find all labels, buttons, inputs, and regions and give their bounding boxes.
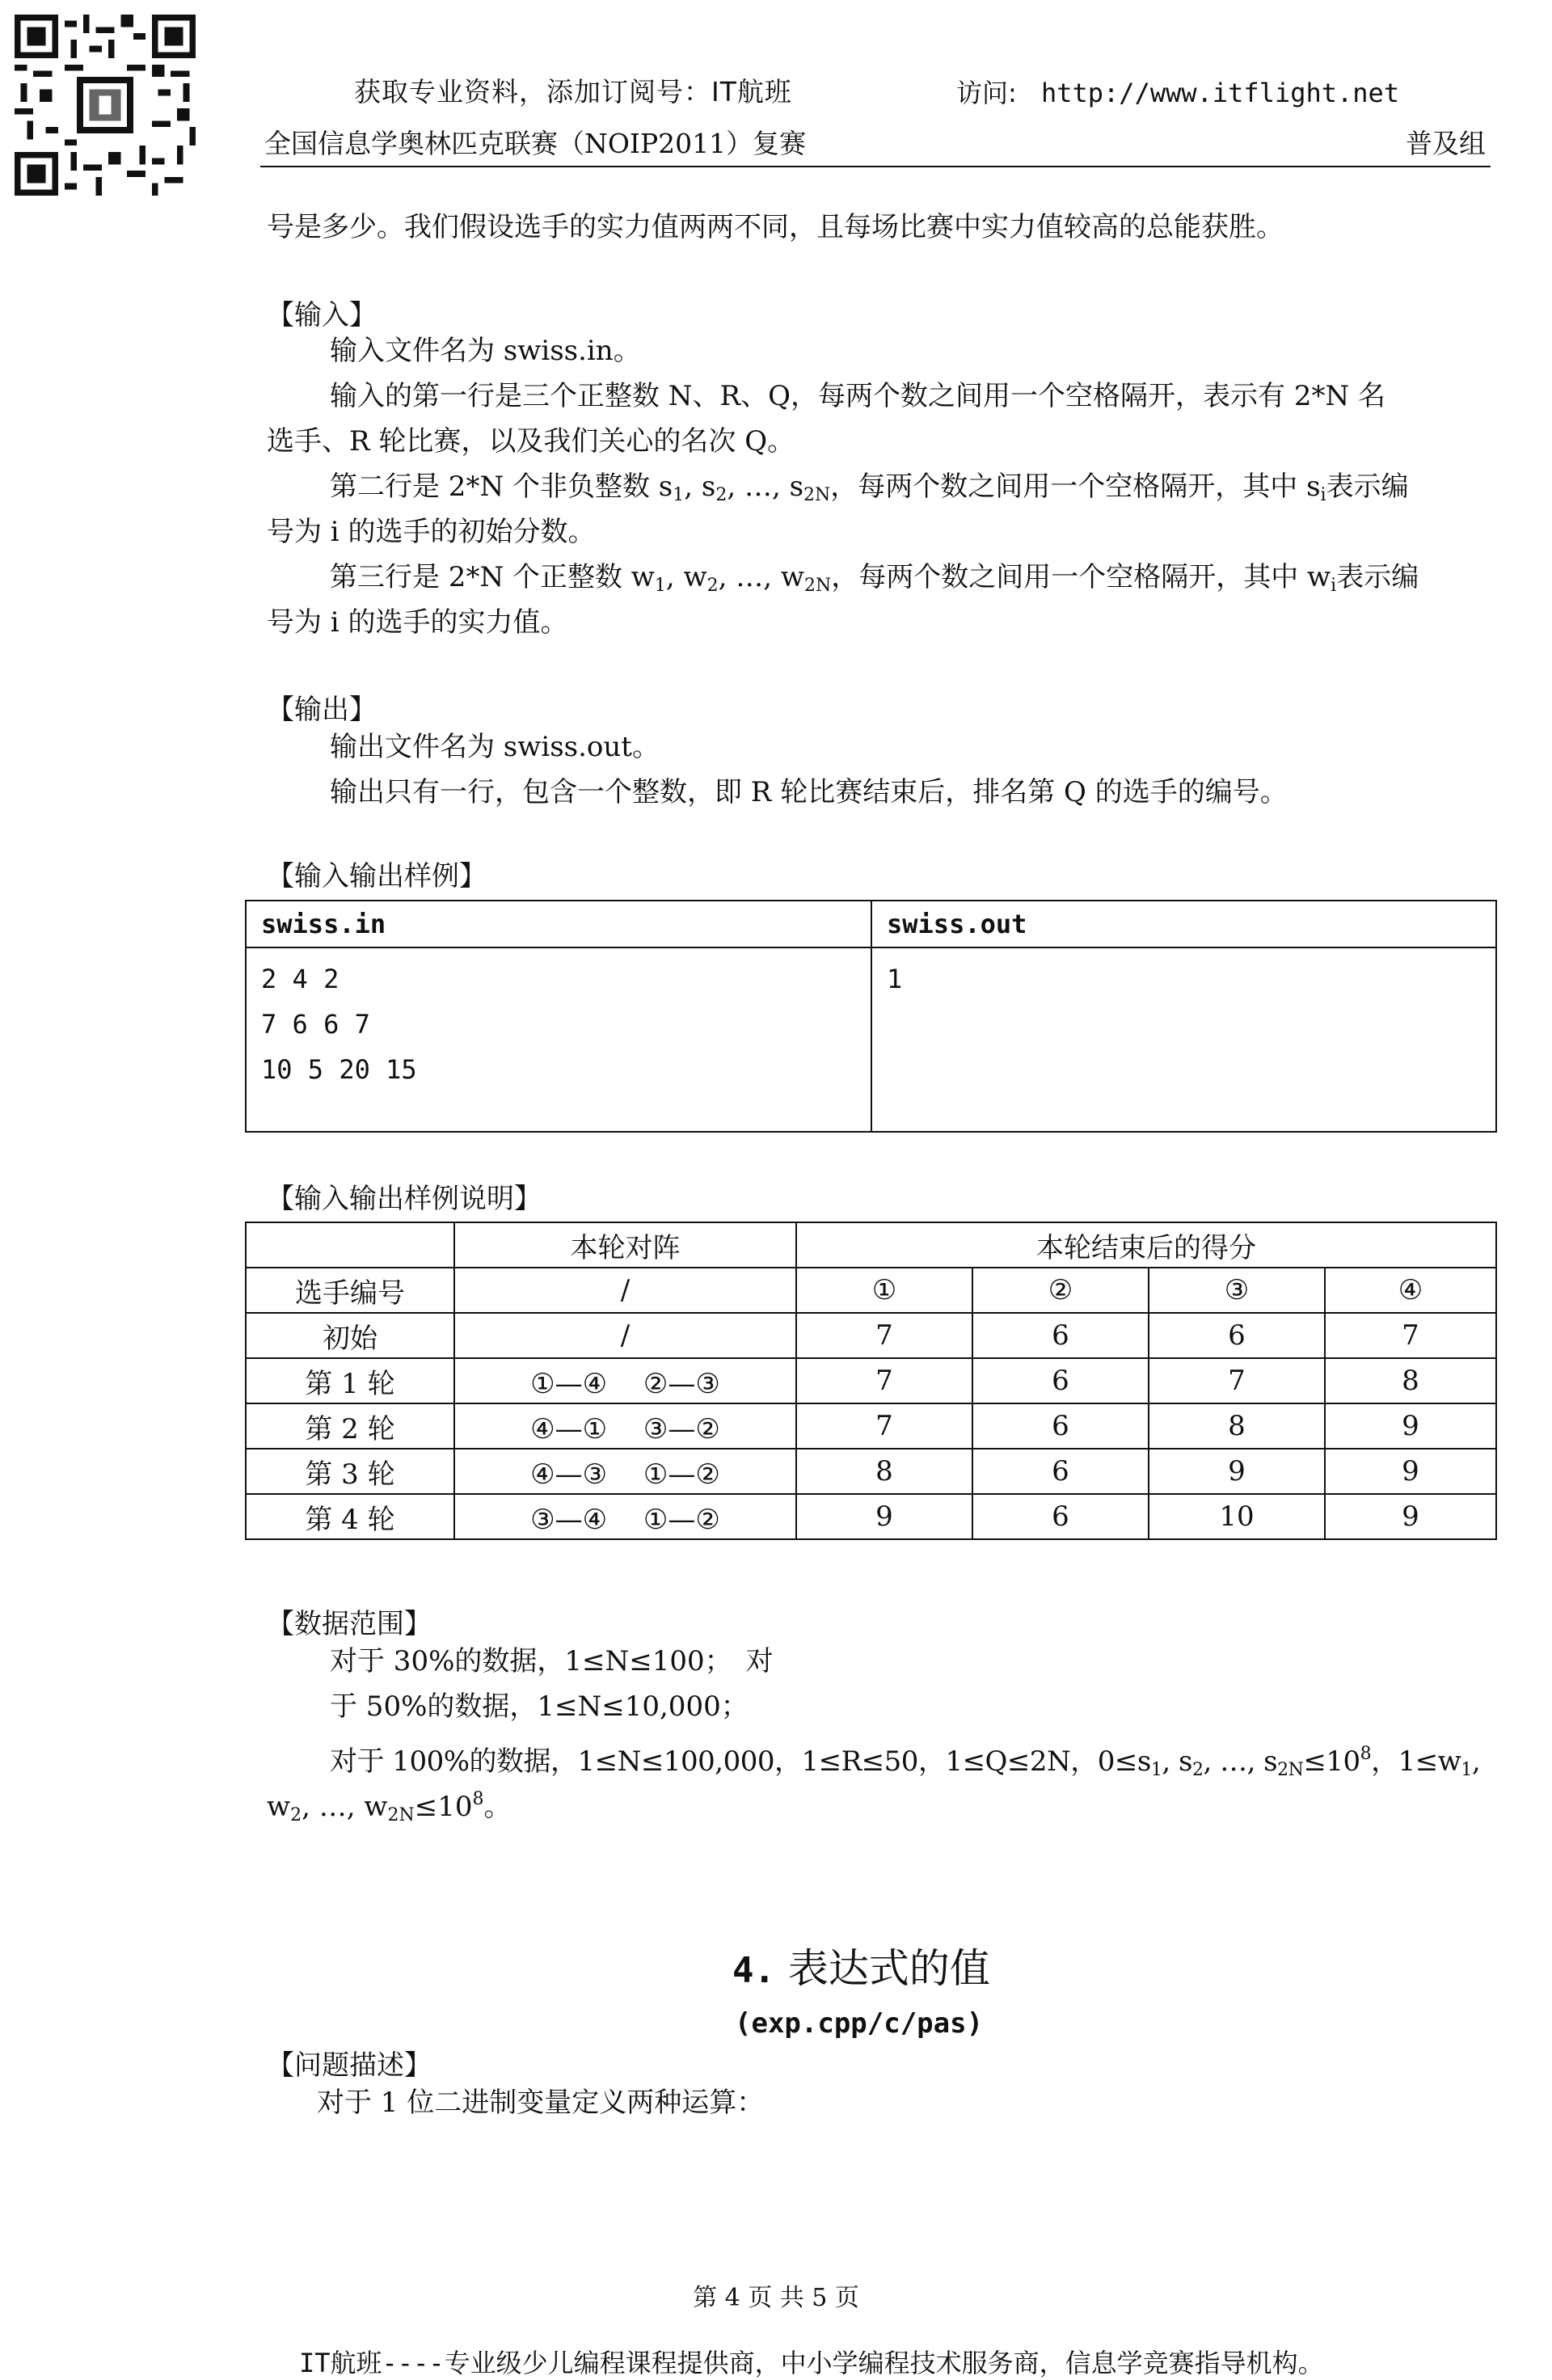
problem-number: 4.: [732, 1950, 775, 1991]
cell: ④: [1325, 1268, 1496, 1313]
output-line-1: 输出文件名为 swiss.out。: [330, 731, 660, 763]
cell: 9: [1325, 1403, 1496, 1449]
explain-col-score: 本轮结束后的得分: [796, 1222, 1496, 1268]
cell: ④—③ ①—②: [454, 1449, 796, 1494]
cell: 6: [1149, 1313, 1325, 1358]
sample-in-line: 2 4 2: [261, 964, 340, 994]
cell: 6: [972, 1494, 1149, 1539]
explain-row: [246, 1358, 1496, 1403]
sample-table: [245, 900, 1497, 1133]
cell: 第 4 轮: [246, 1494, 454, 1539]
sample-out-body: [871, 947, 1496, 1132]
range-line-4: $w_2$, …, $w_{2N}\le 10^8$。: [267, 1789, 512, 1825]
sample-in-line: 10 5 20 15: [261, 1054, 417, 1085]
cell: 7: [1149, 1358, 1325, 1403]
output-heading: 【输出】: [267, 694, 377, 726]
range-heading: 【数据范围】: [267, 1608, 432, 1640]
cell: 8: [796, 1449, 972, 1494]
cell: 选手编号: [246, 1268, 454, 1313]
sample-out-header: swiss.out: [871, 901, 1496, 947]
cell: ①—④ ②—③: [454, 1358, 796, 1403]
cell: 7: [796, 1358, 972, 1403]
promo-text: 获取专业资料，添加订阅号：IT航班: [354, 76, 792, 108]
cell: 7: [796, 1403, 972, 1449]
cell: ④—① ③—②: [454, 1403, 796, 1449]
cell: 7: [796, 1313, 972, 1358]
problem-title-text: 表达式的值: [787, 1945, 990, 1992]
cell: 6: [972, 1449, 1149, 1494]
problem-subtitle: (exp.cpp/c/pas): [735, 2007, 984, 2040]
cell: ②: [972, 1268, 1149, 1313]
cell: 10: [1149, 1494, 1325, 1539]
input-line-4: 第二行是 2*N 个非负整数 $s_1$, $s_2$, …, $s_{2N}$，每两个数之间用一个空格隔开，其中 $s_i$表示编: [330, 471, 1409, 505]
cell: 第 1 轮: [246, 1358, 454, 1403]
header-divider: [260, 166, 1491, 167]
explain-row: [246, 1313, 1496, 1358]
explain-col-match: 本轮对阵: [454, 1222, 796, 1268]
cell: ③—④ ①—②: [454, 1494, 796, 1539]
explain-row: [246, 1494, 1496, 1539]
sample-in-line: 7 6 6 7: [261, 1009, 370, 1040]
cell: 8: [1325, 1358, 1496, 1403]
cell: 9: [1149, 1449, 1325, 1494]
cell: /: [454, 1313, 796, 1358]
cell: ③: [1149, 1268, 1325, 1313]
input-line-2: 输入的第一行是三个正整数 N、R、Q，每两个数之间用一个空格隔开，表示有 2*N 名: [330, 380, 1386, 412]
explain-corner: [246, 1222, 454, 1268]
visit-url[interactable]: http://www.itflight.net: [1040, 78, 1400, 108]
input-line-6: 第三行是 2*N 个正整数 $w_1$, $w_2$, …, $w_{2N}$，每两个数之间用一个空格隔开，其中 $w_i$表示编: [330, 561, 1419, 596]
range-line-3: 对于 100%的数据，1≤N≤100,000，1≤R≤50，1≤Q≤2N，$0\le s_1$, $s_2$, …, $s_{2N}\le 10^8$，$1\le w_1$,: [330, 1744, 1481, 1780]
header-group: 普及组: [1406, 128, 1486, 159]
explain-row: [246, 1403, 1496, 1449]
range-line-2: 于 50%的数据，1≤N≤10,000；: [330, 1690, 749, 1723]
cell: 初始: [246, 1313, 454, 1358]
sample-in-header: swiss.in: [246, 901, 871, 947]
explain-table: [245, 1222, 1497, 1540]
header-title: 全国信息学奥林匹克联赛（NOIP2011）复赛: [264, 128, 807, 159]
cell: 6: [972, 1403, 1149, 1449]
problem-line-1: 对于 1 位二进制变量定义两种运算：: [317, 2087, 765, 2119]
problem-title: [732, 1936, 990, 1994]
cell: /: [454, 1268, 796, 1313]
input-line-5: 号为 i 的选手的初始分数。: [267, 516, 596, 548]
sample-in-body: [246, 947, 871, 1132]
cell: 7: [1325, 1313, 1496, 1358]
cell: 第 3 轮: [246, 1449, 454, 1494]
cell: 9: [1325, 1449, 1496, 1494]
sample-out-line: 1: [887, 964, 903, 994]
explain-row: [246, 1268, 1496, 1313]
sample-heading: 【输入输出样例】: [267, 860, 487, 892]
input-line-1: 输入文件名为 swiss.in。: [330, 335, 641, 367]
intro-line: 号是多少。我们假设选手的实力值两两不同，且每场比赛中实力值较高的总能获胜。: [267, 211, 1284, 243]
cell: 6: [972, 1313, 1149, 1358]
output-line-2: 输出只有一行，包含一个整数，即 R 轮比赛结束后，排名第 Q 的选手的编号。: [330, 776, 1288, 808]
cell: 8: [1149, 1403, 1325, 1449]
range-line-1: 对于 30%的数据，1≤N≤100； 对: [330, 1645, 774, 1677]
cell: ①: [796, 1268, 972, 1313]
visit-label: 访问:: [956, 78, 1017, 108]
input-heading: 【输入】: [267, 299, 377, 331]
explain-row: [246, 1449, 1496, 1494]
footer-text: IT航班----专业级少儿编程课程提供商，中小学编程技术服务商，信息学竞赛指导机构。: [299, 2348, 1324, 2378]
page-number: 第 4 页 共 5 页: [693, 2284, 859, 2312]
cell: 9: [796, 1494, 972, 1539]
cell: 6: [972, 1358, 1149, 1403]
explain-heading: 【输入输出样例说明】: [267, 1183, 542, 1215]
problem-heading: 【问题描述】: [267, 2049, 432, 2082]
input-line-7: 号为 i 的选手的实力值。: [267, 606, 568, 639]
cell: 第 2 轮: [246, 1403, 454, 1449]
cell: 9: [1325, 1494, 1496, 1539]
input-line-3: 选手、R 轮比赛，以及我们关心的名次 Q。: [267, 425, 795, 458]
qr-code: [15, 15, 196, 196]
visit-info: [956, 73, 1399, 110]
